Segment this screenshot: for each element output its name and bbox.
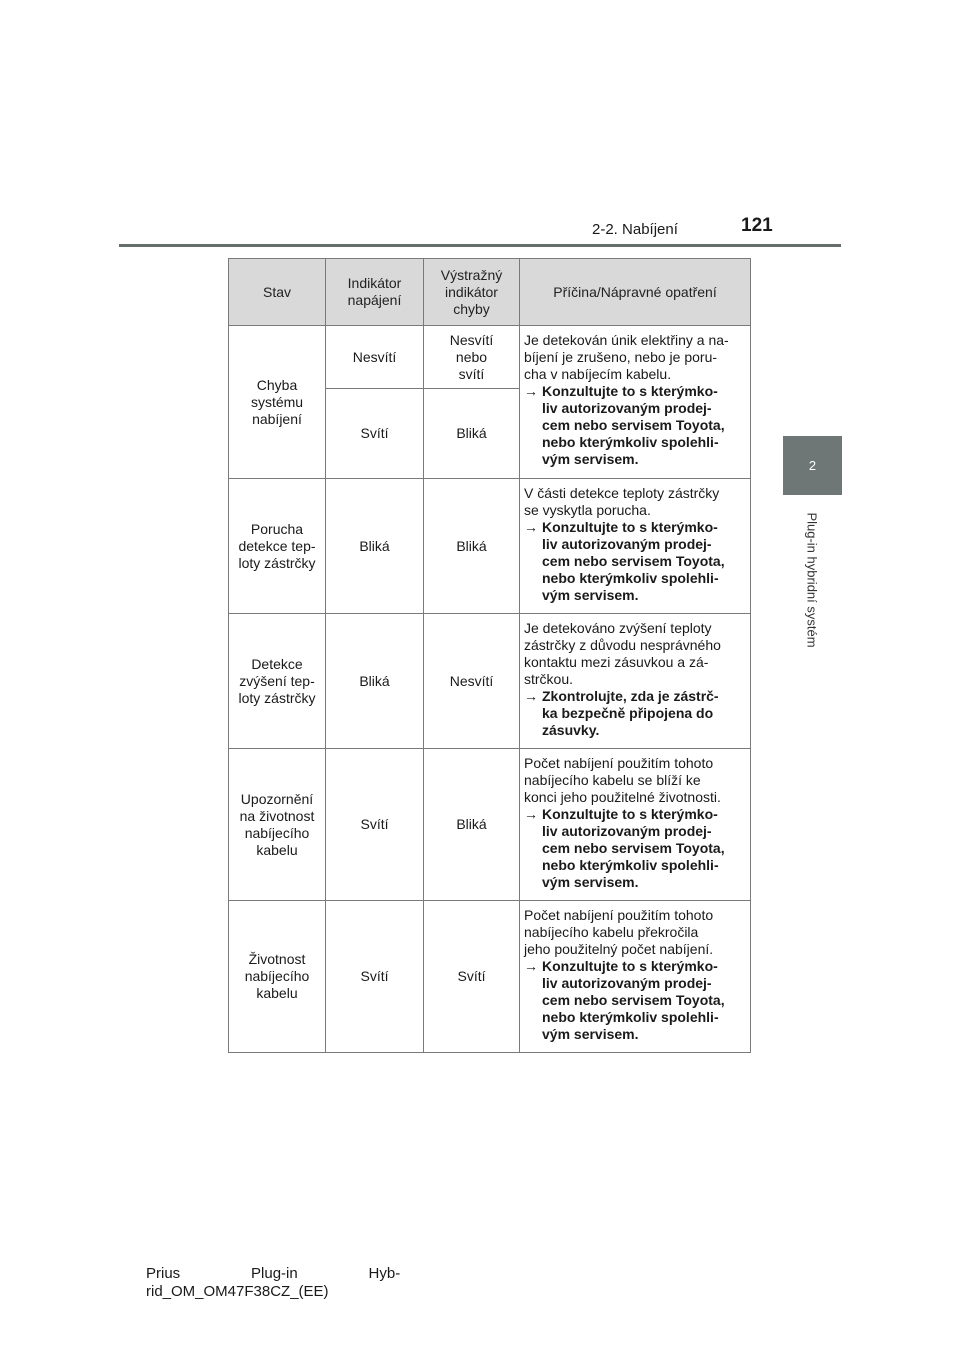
power-indicator-cell <box>326 749 424 901</box>
text-line: nabíjení <box>252 410 302 427</box>
text-line: Počet nabíjení použitím tohoto <box>524 907 714 923</box>
text-line: Upozornění <box>240 790 314 807</box>
status-cell <box>229 901 326 1053</box>
text-line: Nesvítí <box>449 331 494 348</box>
text-line: vým servisem. <box>542 874 639 890</box>
header-rule <box>119 244 841 247</box>
warning-indicator-cell <box>424 614 520 749</box>
table-header-row <box>229 259 751 326</box>
text-line: loty zástrčky <box>238 554 316 571</box>
text-line: nebo <box>455 348 488 365</box>
text-line: cem nebo servisem Toyota, <box>542 840 725 856</box>
text-line: Je detekováno zvýšení teploty <box>524 620 712 636</box>
power-indicator-cell <box>326 901 424 1053</box>
text-line: cem nebo servisem Toyota, <box>542 553 725 569</box>
column-header <box>229 259 326 326</box>
column-header <box>326 259 424 326</box>
text-line: liv autorizovaným prodej- <box>542 975 712 991</box>
table-row <box>229 326 751 389</box>
text-line: se vyskytla porucha. <box>524 502 651 518</box>
text-line: Konzultujte to s kterýmko- <box>542 383 718 399</box>
column-header <box>520 259 751 326</box>
table-row <box>229 749 751 901</box>
text-line: Chyba <box>256 376 298 393</box>
footer-line-1: Prius Plug-in Hyb- <box>146 1265 401 1282</box>
text-line: liv autorizovaným prodej- <box>542 536 712 552</box>
power-indicator-cell <box>326 479 424 614</box>
arrow-icon: → <box>524 519 538 535</box>
cause-action-cell <box>520 614 751 749</box>
text-line: Svítí <box>360 968 389 984</box>
text-line: zásuvky. <box>542 722 600 738</box>
text-line: V části detekce teploty zástrčky <box>524 485 720 501</box>
text-line: Bliká <box>456 816 487 832</box>
table-row <box>229 479 751 614</box>
text-line: bíjení je zrušeno, nebo je poru- <box>524 349 718 365</box>
footer-line-2: rid_OM_OM47F38CZ_(EE) <box>146 1283 329 1300</box>
text-line: Bliká <box>456 537 487 554</box>
text-line: na životnost <box>239 807 315 824</box>
power-indicator-cell <box>326 389 424 479</box>
cause-text <box>524 485 744 519</box>
cause-action-cell <box>520 326 751 479</box>
text-line: vým servisem. <box>542 451 639 467</box>
text-line: ka bezpečně připojena do <box>542 705 714 721</box>
text-line: nebo kterýmkoliv spolehli- <box>542 1009 719 1025</box>
warning-indicator-cell <box>424 749 520 901</box>
text-line: loty zástrčky <box>238 689 316 706</box>
text-line: nabíjecího <box>244 968 310 984</box>
cause-text <box>524 755 744 806</box>
cause-action-cell <box>520 479 751 614</box>
status-cell <box>229 479 326 614</box>
text-line: kabelu <box>256 985 298 1001</box>
cause-text <box>524 907 744 958</box>
status-cell <box>229 614 326 749</box>
text-line: cha v nabíjecím kabelu. <box>524 366 672 382</box>
power-indicator-cell <box>326 614 424 749</box>
indicator-table <box>228 258 751 1053</box>
text-line: Indikátor <box>347 275 402 291</box>
text-line: Svítí <box>360 816 389 832</box>
warning-indicator-cell <box>424 389 520 479</box>
text-line: zvýšení tep- <box>239 672 315 689</box>
text-line: napájení <box>347 292 402 308</box>
action-text <box>524 519 744 604</box>
power-indicator-cell <box>326 326 424 389</box>
cause-text <box>524 620 744 688</box>
arrow-icon: → <box>524 383 538 399</box>
text-line: detekce tep- <box>238 537 316 554</box>
text-line: liv autorizovaným prodej- <box>542 400 712 416</box>
text-line: Bliká <box>456 425 487 441</box>
status-cell <box>229 326 326 479</box>
arrow-icon: → <box>524 806 538 822</box>
text-line: vým servisem. <box>542 587 639 603</box>
text-line: Nesvítí <box>449 672 494 689</box>
page-number: 121 <box>741 215 773 236</box>
text-line: strčkou. <box>524 671 574 687</box>
text-line: Stav <box>262 283 291 300</box>
text-line: Životnost <box>248 951 306 967</box>
action-text <box>524 688 744 739</box>
text-line: kabelu <box>256 841 298 858</box>
text-line: Konzultujte to s kterýmko- <box>542 519 718 535</box>
text-line: svítí <box>458 365 485 382</box>
text-line: Konzultujte to s kterýmko- <box>542 806 718 822</box>
cause-action-cell <box>520 901 751 1053</box>
text-line: systému <box>250 393 304 410</box>
text-line: cem nebo servisem Toyota, <box>542 992 725 1008</box>
text-line: kontaktu mezi zásuvkou a zá- <box>524 654 709 670</box>
text-line: Detekce <box>251 655 303 672</box>
text-line: zástrčky z důvodu nesprávného <box>524 637 721 653</box>
text-line: Je detekován únik elektřiny a na- <box>524 332 729 348</box>
text-line: vým servisem. <box>542 1026 639 1042</box>
text-line: Svítí <box>457 968 486 984</box>
text-line: cem nebo servisem Toyota, <box>542 417 725 433</box>
warning-indicator-cell <box>424 901 520 1053</box>
text-line: liv autorizovaným prodej- <box>542 823 712 839</box>
warning-indicator-cell <box>424 326 520 389</box>
text-line: Bliká <box>359 537 390 554</box>
text-line: Nesvítí <box>352 348 397 365</box>
action-text <box>524 806 744 891</box>
text-line: Bliká <box>359 672 390 689</box>
arrow-icon: → <box>524 958 538 974</box>
text-line: nebo kterýmkoliv spolehli- <box>542 434 719 450</box>
action-text <box>524 383 744 468</box>
cause-action-cell <box>520 749 751 901</box>
chapter-tab <box>783 436 842 495</box>
text-line: Konzultujte to s kterýmko- <box>542 958 718 974</box>
text-line: Počet nabíjení použitím tohoto <box>524 755 714 771</box>
table-row <box>229 614 751 749</box>
footer-doc-id <box>146 1265 400 1301</box>
text-line: jeho použitelný počet nabíjení. <box>524 941 714 957</box>
column-header <box>424 259 520 326</box>
text-line: Zkontrolujte, zda je zástrč- <box>542 688 719 704</box>
text-line: Výstražný <box>440 266 503 283</box>
chapter-label: Plug-in hybridní systém <box>804 512 820 648</box>
section-title: 2-2. Nabíjení <box>592 221 678 238</box>
text-line: nabíjecího kabelu se blíží ke <box>524 772 701 788</box>
arrow-icon: → <box>524 688 538 704</box>
cause-text <box>524 332 744 383</box>
chapter-number: 2 <box>808 458 817 473</box>
text-line: indikátor <box>445 283 498 300</box>
text-line: nabíjecího <box>244 824 310 841</box>
table-row <box>229 901 751 1053</box>
text-line: Svítí <box>360 425 389 441</box>
status-cell <box>229 749 326 901</box>
text-line: nabíjecího kabelu překročila <box>524 924 699 940</box>
text-line: chyby <box>453 300 490 317</box>
text-line: Příčina/Nápravné opatření <box>553 283 717 300</box>
text-line: konci jeho použitelné životnosti. <box>524 789 721 805</box>
warning-indicator-cell <box>424 479 520 614</box>
text-line: Porucha <box>250 520 304 537</box>
action-text <box>524 958 744 1043</box>
text-line: nebo kterýmkoliv spolehli- <box>542 570 719 586</box>
text-line: nebo kterýmkoliv spolehli- <box>542 857 719 873</box>
